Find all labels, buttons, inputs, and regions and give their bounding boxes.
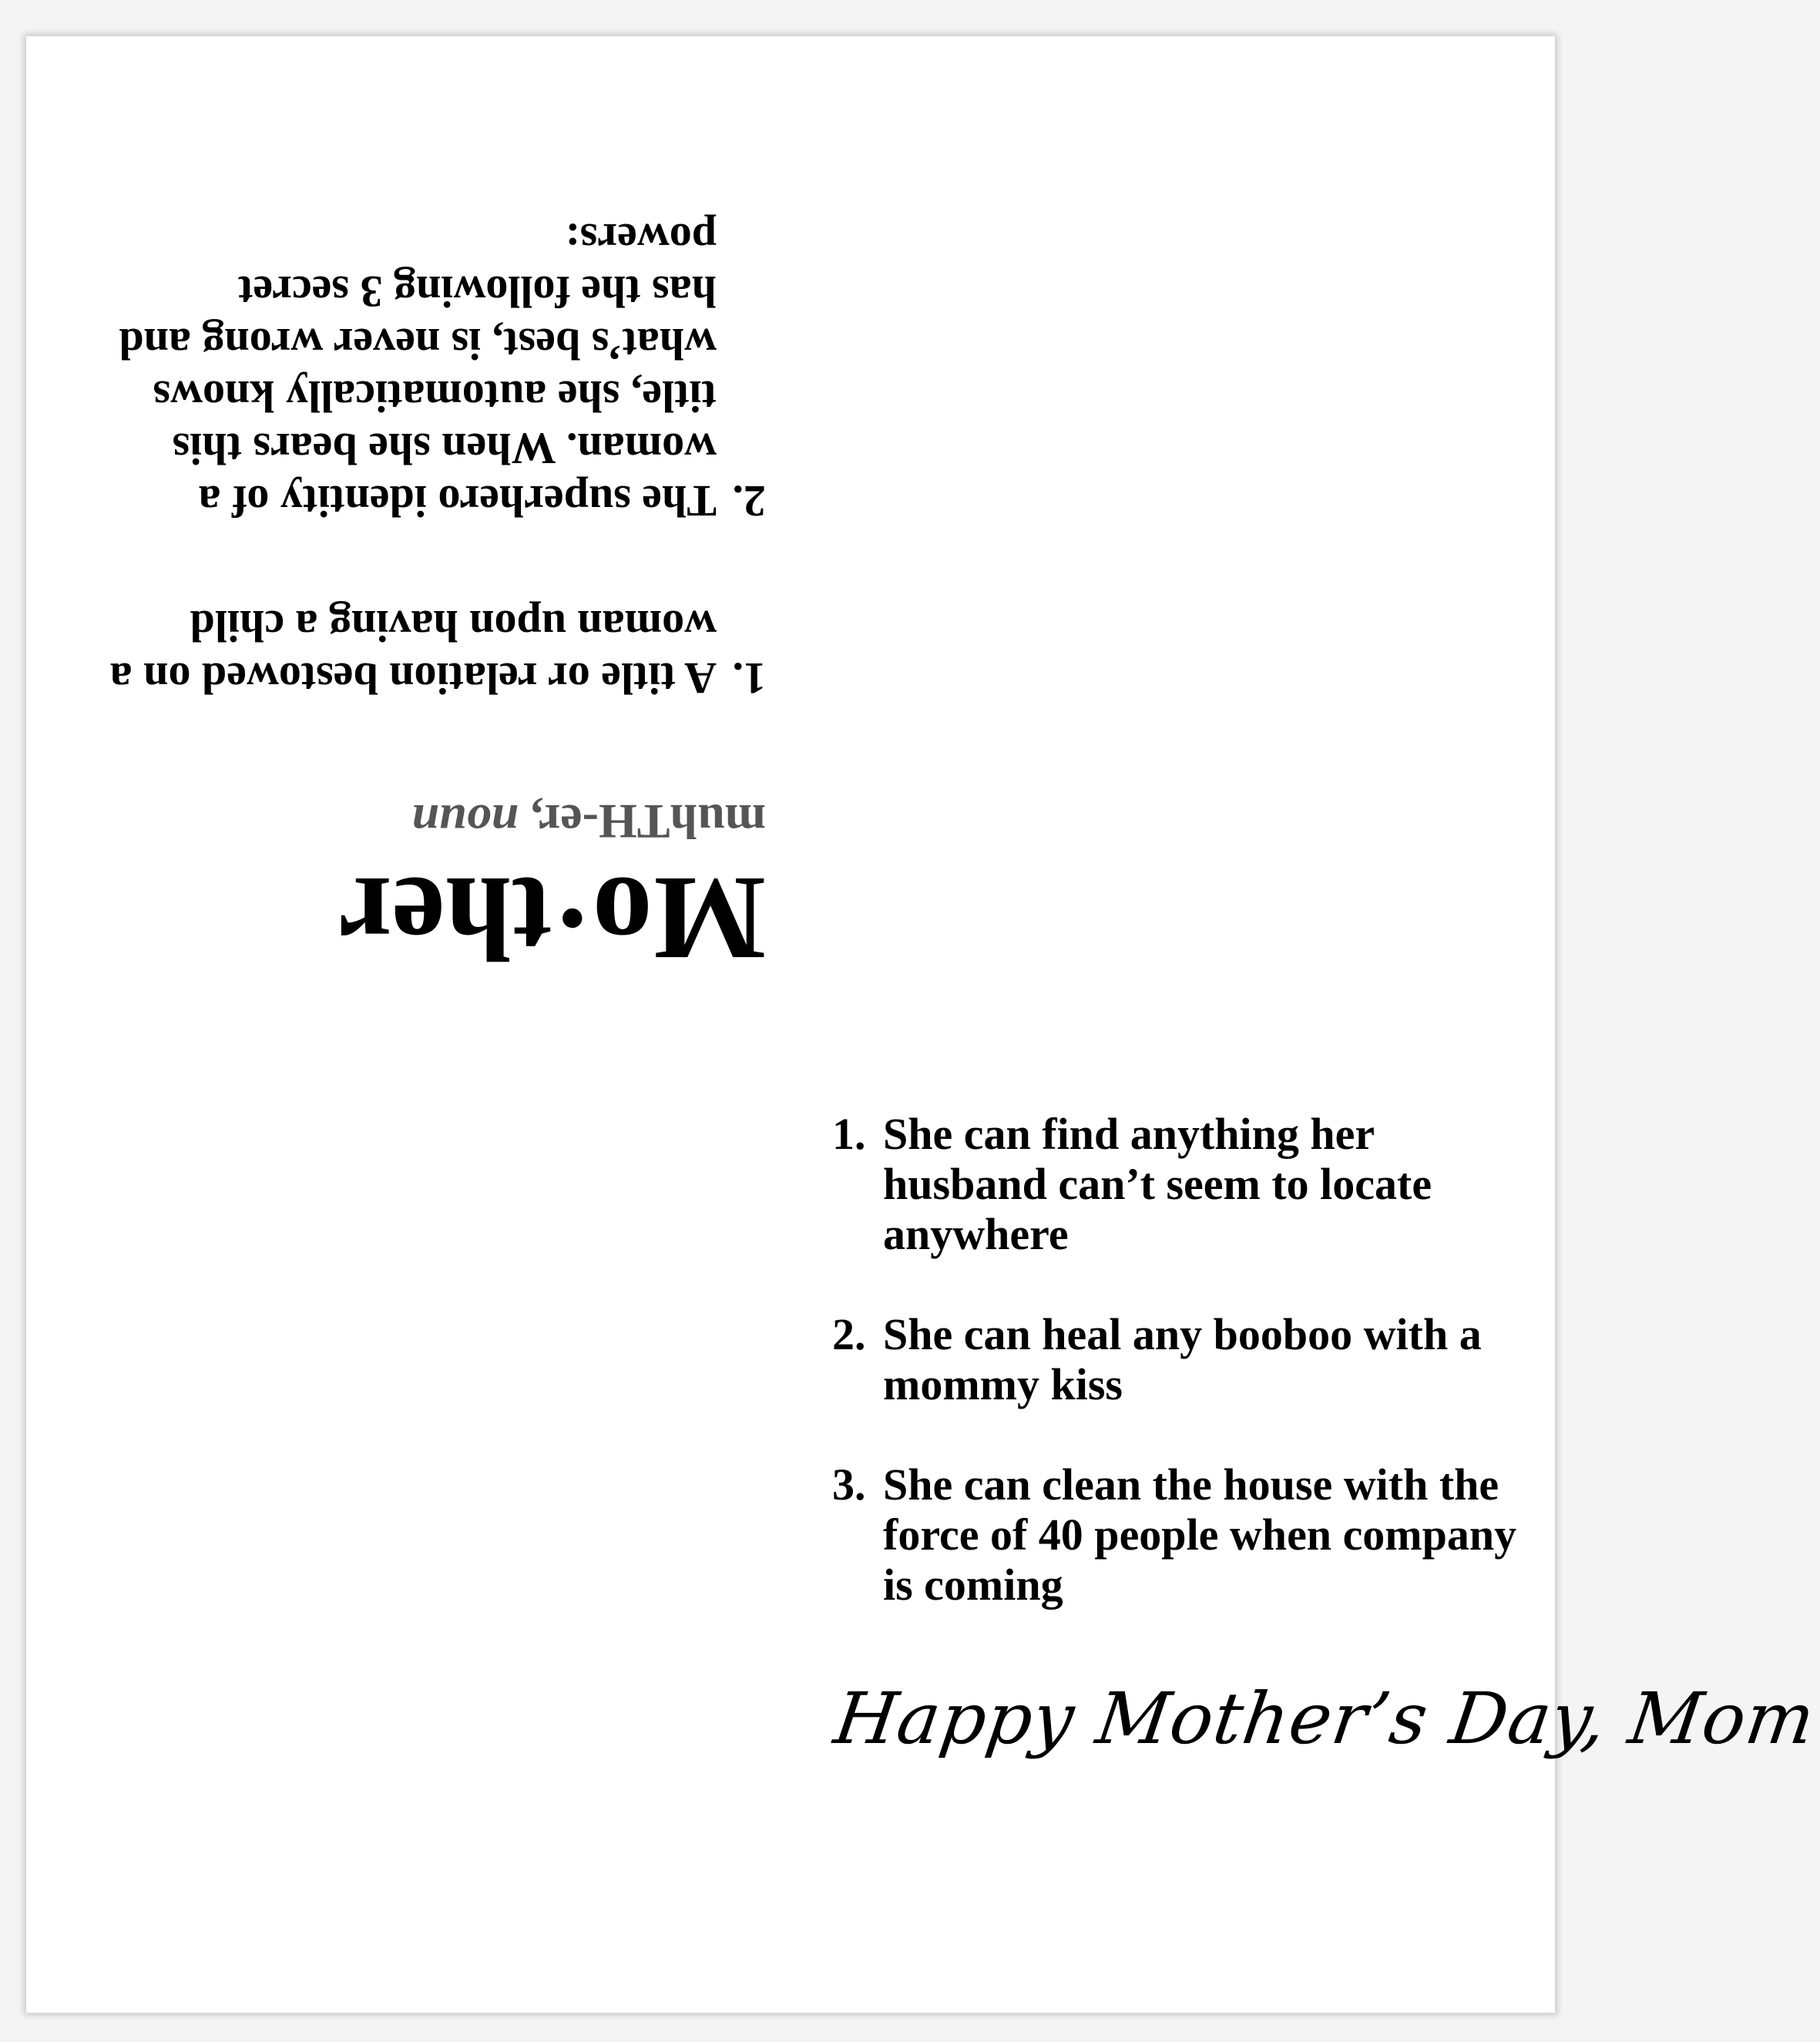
sense-text: The superhero identity of a woman. When she bears this title, she automatically knows what’s best, is never wrong and has the following 3 secret powers: <box>119 214 717 526</box>
item-text: She can find anything her husband can’t seem to locate anywhere <box>883 1109 1432 1259</box>
sense-number: 1. <box>732 653 766 704</box>
list-item <box>832 1309 1541 1409</box>
definition-sense <box>103 600 766 704</box>
upside-down-definition-panel <box>88 214 766 986</box>
card-page <box>26 36 1820 2013</box>
list-item <box>832 1459 1541 1610</box>
list-item <box>832 1109 1541 1259</box>
definition-sense <box>103 213 766 527</box>
sense-text: A title or relation bestowed on a woman upon having a child <box>109 601 717 704</box>
item-number: 2. <box>832 1309 866 1359</box>
secret-powers-list <box>832 1109 1541 1660</box>
signature-greeting: Happy Mother’s Day, Mom <box>829 1678 1820 1760</box>
item-text: She can heal any booboo with a mommy kiss <box>883 1309 1482 1409</box>
pronunciation-text: muhTH-er, <box>530 794 766 849</box>
part-of-speech: noun <box>411 794 519 849</box>
item-number: 1. <box>832 1109 866 1159</box>
definition-word: Mo·ther <box>338 852 766 986</box>
pronunciation <box>411 794 766 849</box>
item-text: She can clean the house with the force of 40 people when company is coming <box>883 1459 1517 1610</box>
sense-number: 2. <box>732 476 766 526</box>
item-number: 3. <box>832 1459 866 1510</box>
